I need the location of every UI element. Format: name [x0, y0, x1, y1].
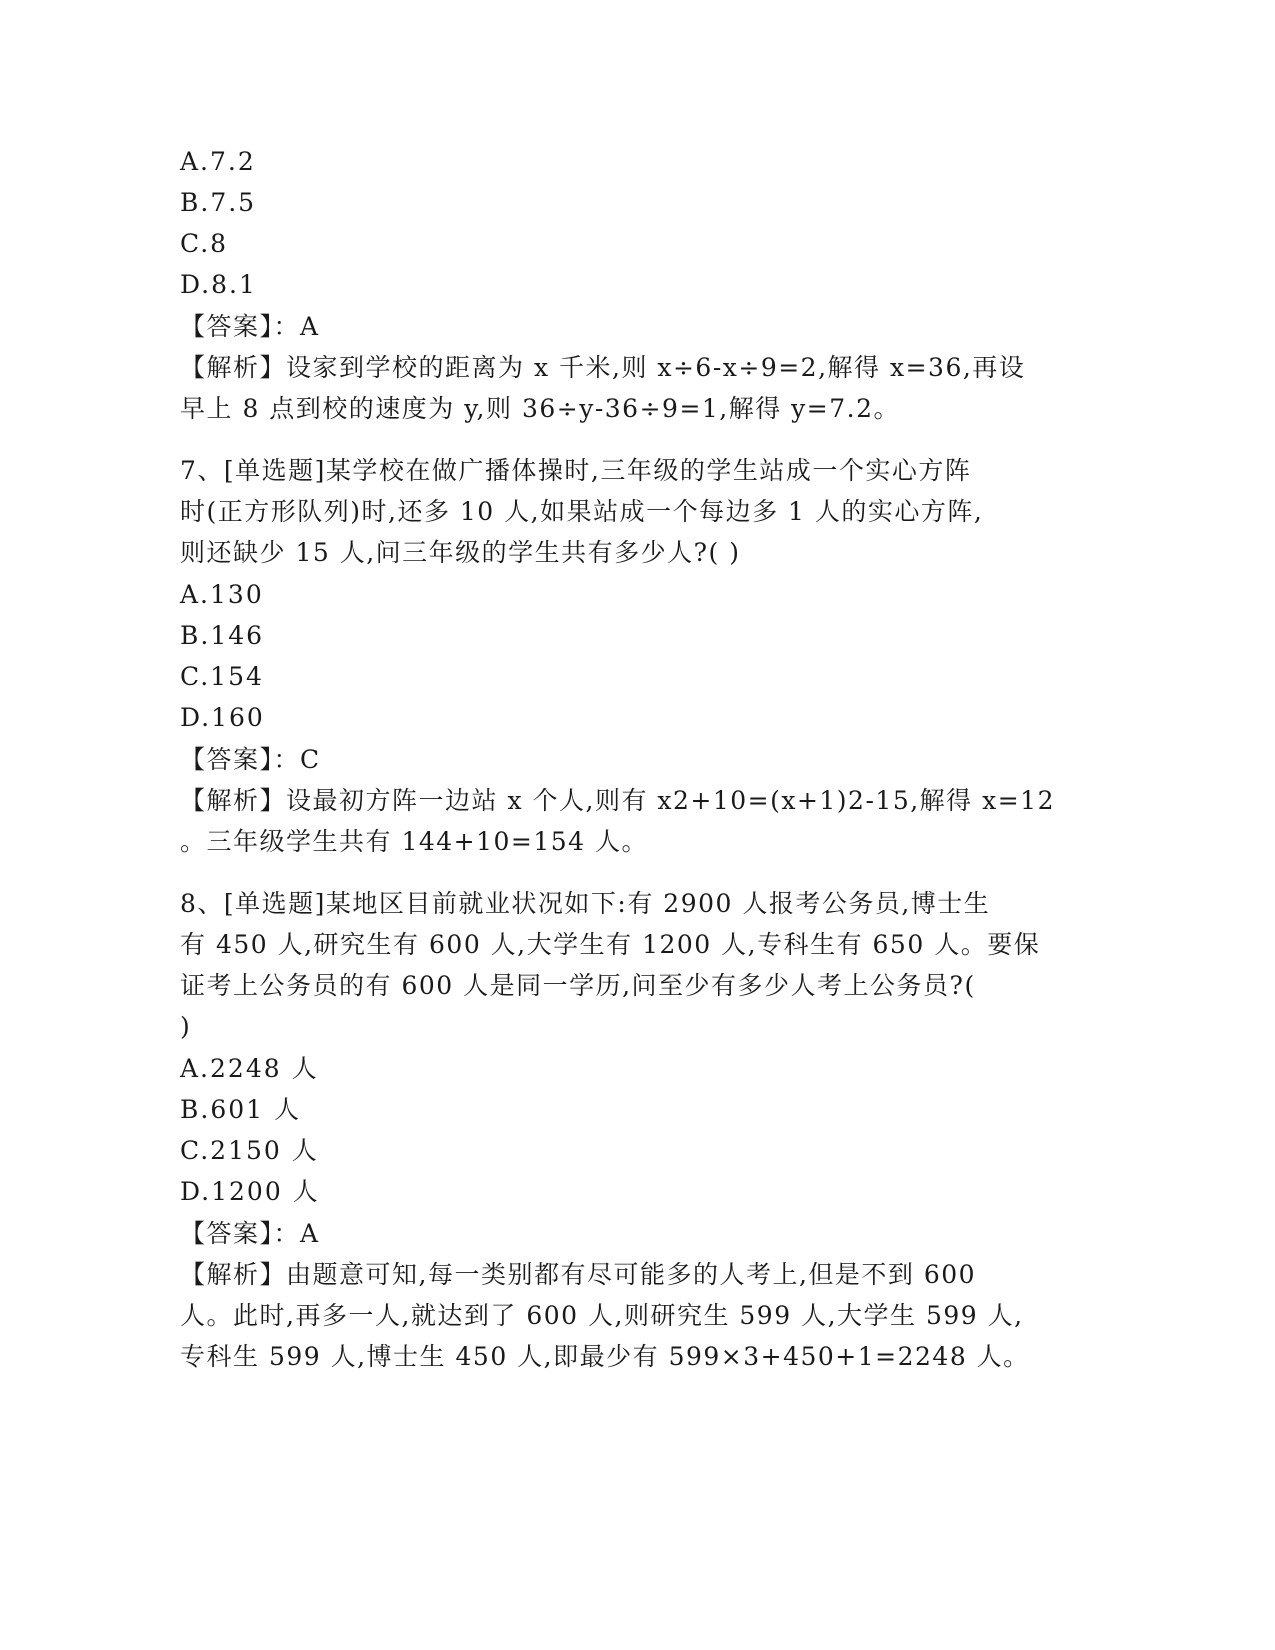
question-stem-line: 有 450 人,研究生有 600 人,大学生有 1200 人,专科生有 650 人。要保 [180, 930, 1041, 959]
question-stem-line: 7、[单选题]某学校在做广播体操时,三年级的学生站成一个实心方阵 [180, 456, 972, 485]
answer-line: 【答案】：A [180, 1219, 320, 1248]
question-stem-line: 证考上公务员的有 600 人是同一学历,问至少有多少人考上公务员?( [180, 971, 976, 1000]
question-stem-line: ) [180, 1012, 192, 1041]
option-d: D.160 [180, 703, 265, 732]
option-c: C.8 [180, 229, 229, 258]
option-c: C.2150 人 [180, 1136, 319, 1165]
option-a: A.7.2 [180, 147, 256, 176]
question-stem-line: 则还缺少 15 人,问三年级的学生共有多少人?( ) [180, 538, 741, 567]
analysis-line: 专科生 599 人,博士生 450 人,即最少有 599×3+450+1=2248 人。 [180, 1342, 1030, 1371]
analysis-line: 【解析】由题意可知,每一类别都有尽可能多的人考上,但是不到 600 [180, 1260, 977, 1289]
option-b: B.146 [180, 621, 265, 650]
option-a: A.130 [180, 580, 264, 609]
answer-line: 【答案】：C [180, 745, 321, 774]
analysis-line: 人。此时,再多一人,就达到了 600 人,则研究生 599 人,大学生 599 人, [180, 1301, 1024, 1330]
analysis-line: 【解析】设最初方阵一边站 x 个人,则有 x2+10=(x+1)2-15,解得 x=12 [180, 786, 1055, 815]
option-b: B.601 人 [180, 1095, 301, 1124]
analysis-line: 【解析】设家到学校的距离为 x 千米,则 x÷6-x÷9=2,解得 x=36,再设 [180, 353, 1026, 382]
option-c: C.154 [180, 662, 264, 691]
analysis-line: 早上 8 点到校的速度为 y,则 36÷y-36÷9=1,解得 y=7.2。 [180, 394, 901, 423]
analysis-line: 。三年级学生共有 144+10=154 人。 [180, 827, 649, 856]
option-b: B.7.5 [180, 188, 257, 217]
option-a: A.2248 人 [180, 1054, 319, 1083]
question-stem-line: 8、[单选题]某地区目前就业状况如下:有 2900 人报考公务员,博士生 [180, 889, 991, 918]
document-page [180, 0, 1085, 1650]
answer-line: 【答案】：A [180, 312, 320, 341]
option-d: D.8.1 [180, 270, 257, 299]
question-stem-line: 时(正方形队列)时,还多 10 人,如果站成一个每边多 1 人的实心方阵, [180, 497, 984, 526]
option-d: D.1200 人 [180, 1177, 320, 1206]
